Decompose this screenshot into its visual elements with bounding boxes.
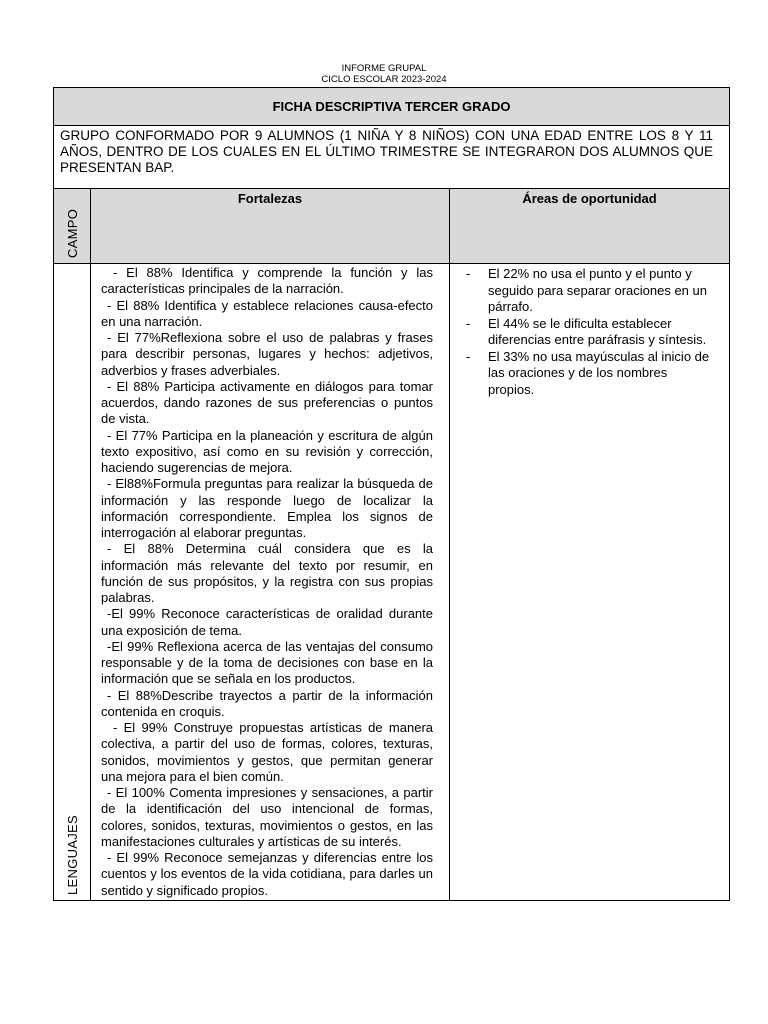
fortaleza-item: - El 88% Identifica y establece relaciones causa-efecto en una narración. xyxy=(101,297,433,329)
campo-name-cell xyxy=(54,264,91,901)
school-cycle: CICLO ESCOLAR 2023-2024 xyxy=(321,74,447,85)
fortaleza-item: -El 99% Reflexiona acerca de las ventajas del consumo responsable y de la toma de decisiones con base en la información que se señala en los productos. xyxy=(101,638,433,687)
ficha-descriptiva-table xyxy=(53,87,730,901)
fortaleza-item: - El 99% Construye propuestas artísticas de manera colectiva, a partir del uso de formas, colores, texturas, sonidos, movimientos y gestos, que permitan generar una mejora para el bien común. xyxy=(101,720,433,784)
area-text: El 22% no usa el punto y el punto y seguido para separar oraciones en un párrafo. xyxy=(488,266,707,314)
fortalezas-header: Fortalezas xyxy=(91,189,450,264)
areas-cell xyxy=(450,264,730,901)
area-text: El 44% se le dificulta establecer diferencias entre paráfrasis y síntesis. xyxy=(488,315,707,347)
document-header xyxy=(0,63,768,85)
area-item xyxy=(466,349,711,399)
fortaleza-item: - El 77% Participa en la planeación y escritura de algún texto expositivo, así como en su revisión y corrección, haciendo sugerencias de mejora. xyxy=(101,427,433,475)
fortaleza-item: - El 100% Comenta impresiones y sensaciones, a partir de la identificación del uso intencional de formas, colores, sonidos, texturas, movimientos o gestos, en las manifestaciones culturales y artísticas de su interés. xyxy=(101,785,433,849)
fortaleza-item: - El 88%Describe trayectos a partir de la información contenida en croquis. xyxy=(101,687,433,719)
areas-list xyxy=(466,266,711,398)
areas-header: Áreas de oportunidad xyxy=(450,189,730,264)
campo-name: LENGUAJES xyxy=(65,814,80,895)
report-title: INFORME GRUPAL xyxy=(341,63,427,74)
dash-bullet-icon: - xyxy=(466,266,471,281)
campo-label: CAMPO xyxy=(65,208,80,258)
area-item xyxy=(466,266,711,316)
fortaleza-item: - El 88% Identifica y comprende la función y las características principales de la narración. xyxy=(101,265,433,297)
dash-bullet-icon: - xyxy=(466,348,471,364)
dash-bullet-icon: - xyxy=(466,315,471,331)
group-description: GRUPO CONFORMADO POR 9 ALUMNOS (1 NIÑA Y 8 NIÑOS) CON UNA EDAD ENTRE LOS 8 Y 11 AÑOS, DENTRO DE LOS CUALES EN EL ÚLTIMO TRIMESTRE SE INTEGRARON DOS ALUMNOS QUE PRESENTAN BAP. xyxy=(54,126,730,189)
fortaleza-item: - El 77%Reflexiona sobre el uso de palabras y frases para describir personas, lugares y hechos: adjetivos, adverbios y frases adverbiales. xyxy=(101,330,433,378)
campo-header-cell xyxy=(54,189,91,264)
fortaleza-item: - El 99% Reconoce semejanzas y diferencias entre los cuentos y los eventos de la vida cotidiana, para darles un sentido y significado propios. xyxy=(101,850,433,898)
area-text: El 33% no usa mayúsculas al inicio de las oraciones y de los nombres propios. xyxy=(488,348,710,397)
fortaleza-item: - El88%Formula preguntas para realizar la búsqueda de información y las responde luego de localizar la información correspondiente. Emplea los signos de interrogación al elaborar preguntas. xyxy=(101,476,433,540)
fortalezas-list xyxy=(101,265,433,899)
area-item xyxy=(466,316,711,349)
fortaleza-item: -El 99% Reconoce características de oralidad durante una exposición de tema. xyxy=(101,606,433,638)
table-title: FICHA DESCRIPTIVA TERCER GRADO xyxy=(54,88,730,126)
fortaleza-item: - El 88% Participa activamente en diálogos para tomar acuerdos, dando razones de sus preferencias o puntos de vista. xyxy=(101,378,433,427)
fortaleza-item: - El 88% Determina cuál considera que es la información más relevante del texto por resumir, en función de sus propósitos, y la registra con sus propias palabras. xyxy=(101,541,433,605)
fortalezas-cell xyxy=(91,264,450,901)
